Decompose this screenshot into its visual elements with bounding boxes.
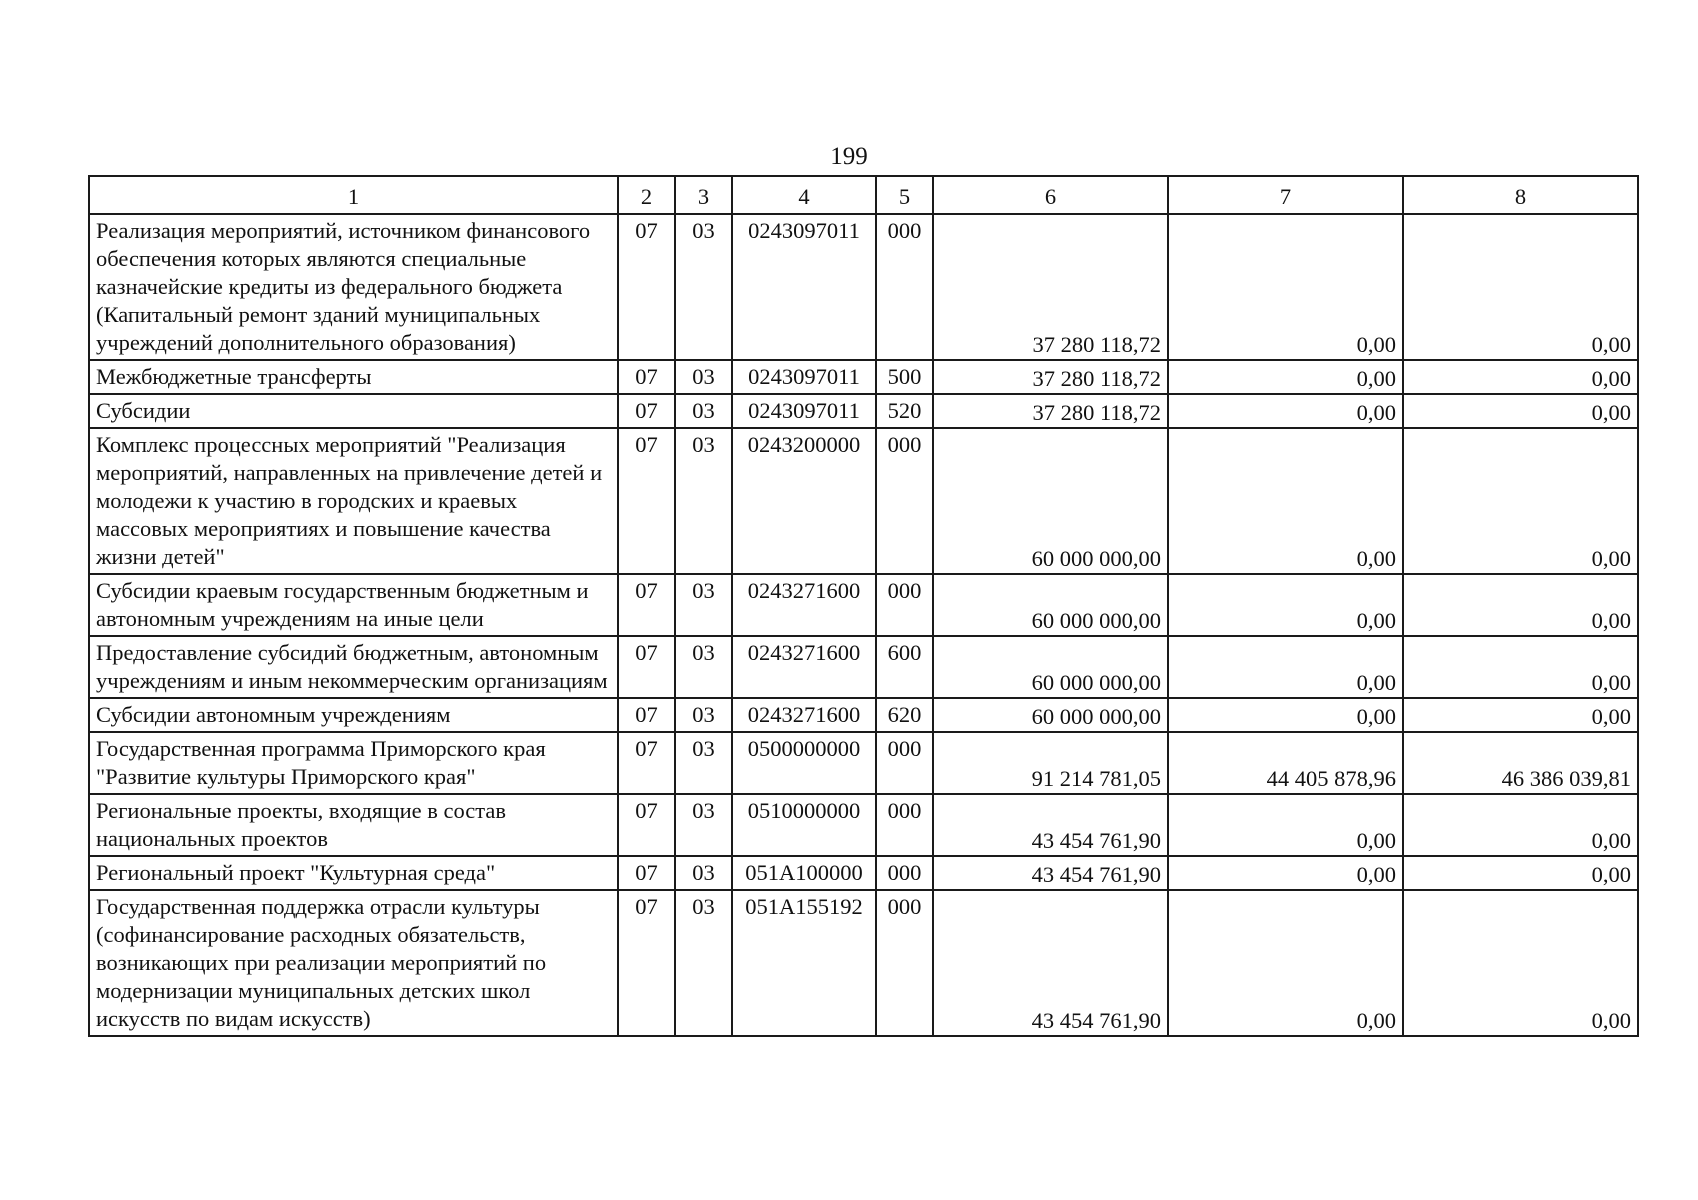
subsection-code: 03	[675, 214, 732, 360]
subsection-code: 03	[675, 698, 732, 732]
target-article-code: 051A100000	[732, 856, 876, 890]
table-row	[89, 890, 1638, 1036]
amount-col7: 0,00	[1168, 360, 1403, 394]
amount-col8: 0,00	[1403, 574, 1638, 636]
expense-type-code: 000	[876, 794, 933, 856]
target-article-code: 0243200000	[732, 428, 876, 574]
amount-col6: 43 454 761,90	[933, 890, 1168, 1036]
row-name: Предоставление субсидий бюджетным, автономным учреждениям и иным некоммерческим организациям	[89, 636, 618, 698]
table-row	[89, 394, 1638, 428]
table-row	[89, 636, 1638, 698]
subsection-code: 03	[675, 636, 732, 698]
subsection-code: 03	[675, 890, 732, 1036]
target-article-code: 0243271600	[732, 698, 876, 732]
row-name: Комплекс процессных мероприятий "Реализация мероприятий, направленных на привлечение детей и молодежи к участию в городских и краевых массовых мероприятиях и повышение качества жизни детей"	[89, 428, 618, 574]
subsection-code: 03	[675, 794, 732, 856]
target-article-code: 0243271600	[732, 574, 876, 636]
row-name: Государственная программа Приморского края "Развитие культуры Приморского края"	[89, 732, 618, 794]
amount-col7: 0,00	[1168, 394, 1403, 428]
section-code: 07	[618, 890, 675, 1036]
amount-col8: 46 386 039,81	[1403, 732, 1638, 794]
row-name: Региональный проект "Культурная среда"	[89, 856, 618, 890]
row-name: Субсидии автономным учреждениям	[89, 698, 618, 732]
row-name: Региональные проекты, входящие в состав национальных проектов	[89, 794, 618, 856]
amount-col7: 0,00	[1168, 636, 1403, 698]
amount-col7: 0,00	[1168, 794, 1403, 856]
amount-col7: 0,00	[1168, 890, 1403, 1036]
table-row	[89, 360, 1638, 394]
table-row	[89, 574, 1638, 636]
table-row	[89, 856, 1638, 890]
target-article-code: 0243097011	[732, 394, 876, 428]
subsection-code: 03	[675, 428, 732, 574]
amount-col8: 0,00	[1403, 394, 1638, 428]
expense-type-code: 000	[876, 428, 933, 574]
expense-type-code: 000	[876, 890, 933, 1036]
expense-type-code: 000	[876, 574, 933, 636]
amount-col7: 0,00	[1168, 698, 1403, 732]
subsection-code: 03	[675, 394, 732, 428]
amount-col7: 0,00	[1168, 856, 1403, 890]
column-header: 4	[732, 176, 876, 214]
amount-col8: 0,00	[1403, 428, 1638, 574]
subsection-code: 03	[675, 856, 732, 890]
amount-col6: 43 454 761,90	[933, 794, 1168, 856]
target-article-code: 0500000000	[732, 732, 876, 794]
budget-table	[88, 175, 1639, 1037]
table-header-row	[89, 176, 1638, 214]
expense-type-code: 500	[876, 360, 933, 394]
column-header: 5	[876, 176, 933, 214]
row-name: Субсидии	[89, 394, 618, 428]
amount-col7: 0,00	[1168, 574, 1403, 636]
section-code: 07	[618, 574, 675, 636]
amount-col8: 0,00	[1403, 636, 1638, 698]
amount-col7: 0,00	[1168, 214, 1403, 360]
expense-type-code: 000	[876, 856, 933, 890]
row-name: Государственная поддержка отрасли культуры (софинансирование расходных обязательств, возникающих при реализации мероприятий по модернизации муниципальных детских школ искусств по видам искусств)	[89, 890, 618, 1036]
amount-col7: 0,00	[1168, 428, 1403, 574]
section-code: 07	[618, 360, 675, 394]
amount-col6: 91 214 781,05	[933, 732, 1168, 794]
page-number: 199	[830, 143, 868, 170]
amount-col8: 0,00	[1403, 360, 1638, 394]
section-code: 07	[618, 856, 675, 890]
table-row	[89, 428, 1638, 574]
amount-col6: 60 000 000,00	[933, 428, 1168, 574]
target-article-code: 0243097011	[732, 214, 876, 360]
amount-col6: 37 280 118,72	[933, 394, 1168, 428]
amount-col8: 0,00	[1403, 214, 1638, 360]
table-row	[89, 698, 1638, 732]
amount-col6: 43 454 761,90	[933, 856, 1168, 890]
section-code: 07	[618, 428, 675, 574]
target-article-code: 051A155192	[732, 890, 876, 1036]
expense-type-code: 600	[876, 636, 933, 698]
expense-type-code: 520	[876, 394, 933, 428]
amount-col8: 0,00	[1403, 856, 1638, 890]
row-name: Реализация мероприятий, источником финансового обеспечения которых являются специальные казначейские кредиты из федерального бюджета (Капитальный ремонт зданий муниципальных учреждений дополнительного образования)	[89, 214, 618, 360]
column-header: 1	[89, 176, 618, 214]
table-row	[89, 732, 1638, 794]
column-header: 2	[618, 176, 675, 214]
section-code: 07	[618, 794, 675, 856]
amount-col6: 60 000 000,00	[933, 636, 1168, 698]
amount-col7: 44 405 878,96	[1168, 732, 1403, 794]
section-code: 07	[618, 214, 675, 360]
target-article-code: 0510000000	[732, 794, 876, 856]
target-article-code: 0243097011	[732, 360, 876, 394]
amount-col6: 37 280 118,72	[933, 360, 1168, 394]
subsection-code: 03	[675, 574, 732, 636]
table-row	[89, 214, 1638, 360]
expense-type-code: 620	[876, 698, 933, 732]
amount-col6: 60 000 000,00	[933, 574, 1168, 636]
target-article-code: 0243271600	[732, 636, 876, 698]
section-code: 07	[618, 732, 675, 794]
amount-col6: 60 000 000,00	[933, 698, 1168, 732]
section-code: 07	[618, 636, 675, 698]
column-header: 8	[1403, 176, 1638, 214]
column-header: 3	[675, 176, 732, 214]
section-code: 07	[618, 698, 675, 732]
column-header: 7	[1168, 176, 1403, 214]
subsection-code: 03	[675, 360, 732, 394]
table-row	[89, 794, 1638, 856]
amount-col8: 0,00	[1403, 698, 1638, 732]
subsection-code: 03	[675, 732, 732, 794]
amount-col8: 0,00	[1403, 794, 1638, 856]
column-header: 6	[933, 176, 1168, 214]
row-name: Межбюджетные трансферты	[89, 360, 618, 394]
expense-type-code: 000	[876, 214, 933, 360]
row-name: Субсидии краевым государственным бюджетным и автономным учреждениям на иные цели	[89, 574, 618, 636]
section-code: 07	[618, 394, 675, 428]
amount-col8: 0,00	[1403, 890, 1638, 1036]
amount-col6: 37 280 118,72	[933, 214, 1168, 360]
expense-type-code: 000	[876, 732, 933, 794]
